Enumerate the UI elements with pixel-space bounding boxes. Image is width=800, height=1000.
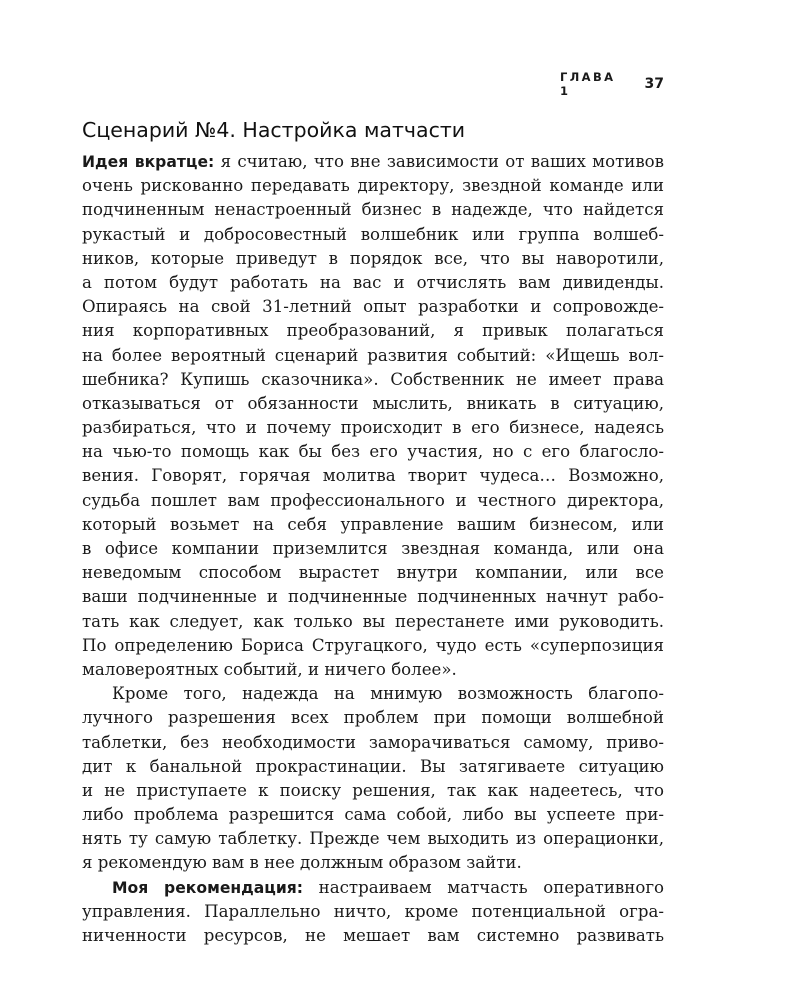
text-line: тать как следует, как только вы перестанете ими руководить.	[82, 611, 664, 631]
text-line: лучного разрешения всех проблем при помощи волшебной	[82, 708, 664, 728]
text-line: маловероятных событий, и ничего более».	[82, 659, 457, 679]
text-line: в офисе компании приземлится звездная команда, или она	[82, 539, 664, 558]
text-line: управления. Параллельно ничто, кроме потенциальной огра-	[82, 901, 664, 921]
text-line: я рекомендую вам в нее должным образом зайти.	[82, 853, 522, 873]
text-line: Опираясь на свой 31-летний опыт разработки и сопровожде-	[82, 297, 664, 317]
text-line: ников, которые приведут в порядок все, что вы наворотили,	[82, 248, 664, 268]
lead-in-recommendation: Моя рекомендация:	[112, 878, 304, 897]
body-text	[82, 150, 664, 948]
page-number: 37	[644, 76, 664, 92]
text-line: на чью-то помощь как бы без его участия, но с его благосло-	[82, 442, 664, 462]
chapter-label: ГЛАВА 1	[560, 70, 616, 98]
text-line: отказываться от обязанности мыслить, вникать в ситуацию,	[82, 393, 664, 413]
text-line: таблетки, без необходимости заморачиваться самому, приво-	[82, 732, 664, 752]
text-line: неведомым способом вырастет внутри компании, или все	[82, 563, 664, 583]
text-line: шебника? Купишь сказочника». Собственник не имеет права	[82, 369, 664, 389]
text-line: рукастый и добросовестный волшебник или группа волшеб-	[82, 224, 664, 244]
text-line: ваши подчиненные и подчиненные подчиненных начнут рабо-	[82, 587, 664, 607]
text-line: По определению Бориса Стругацкого, чудо есть «суперпозиция	[82, 635, 664, 655]
text-line: ния корпоративных преобразований, я привык полагаться	[82, 321, 664, 341]
text-line: дит к банальной прокрастинации. Вы затягиваете ситуацию	[82, 756, 664, 776]
text-line: вения. Говорят, горячая молитва творит чудеса… Возможно,	[82, 466, 664, 486]
text-line: и не приступаете к поиску решения, так как надеетесь, что	[82, 780, 664, 800]
text-line: разбираться, что и почему происходит в его бизнесе, надеясь	[82, 418, 664, 438]
text-line: Моя рекомендация: настраиваем матчасть оперативного	[112, 877, 664, 897]
text-line: Идея вкратце: я считаю, что вне зависимости от ваших мотивов	[82, 152, 664, 171]
text-line: Кроме того, надежда на мнимую возможность благопо-	[112, 684, 664, 704]
text-line: подчиненным ненастроенный бизнес в надежде, что найдется	[82, 200, 664, 220]
running-header	[560, 70, 664, 98]
text-line: а потом будут работать на вас и отчислять вам дивиденды.	[82, 272, 664, 292]
text-line: на более вероятный сценарий развития событий: «Ищешь вол-	[82, 345, 664, 365]
text-line: который возьмет на себя управление вашим бизнесом, или	[82, 514, 664, 534]
section-title: Сценарий №4. Настройка матчасти	[82, 118, 466, 142]
text-line: либо проблема разрешится сама собой, либо вы успеете при-	[82, 805, 664, 825]
text-line: судьба пошлет вам профессионального и честного директора,	[82, 490, 664, 510]
text-line: очень рискованно передавать директору, звездной команде или	[82, 176, 664, 196]
lead-in-idea: Идея вкратце:	[82, 153, 215, 171]
text-line: нять ту самую таблетку. Прежде чем выходить из операционки,	[82, 829, 664, 849]
text-line: ниченности ресурсов, не мешает вам системно развивать	[82, 926, 664, 945]
